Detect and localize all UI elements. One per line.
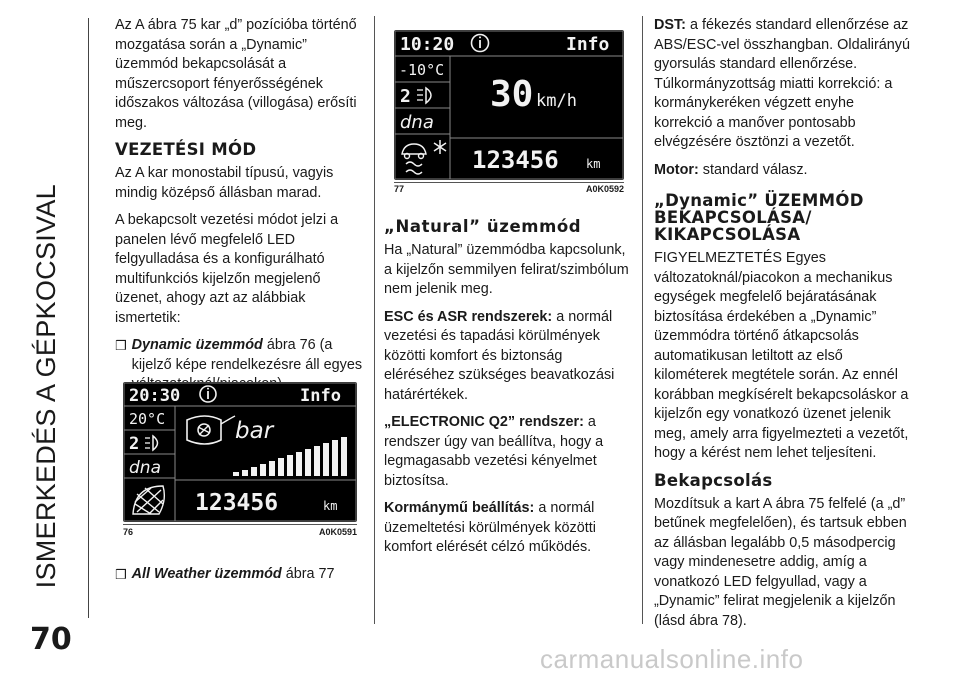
figure-76-number: 76 bbox=[123, 527, 134, 537]
label-dst: DST: bbox=[654, 17, 686, 33]
display-gear: 2 bbox=[400, 86, 411, 107]
column-1-bottom bbox=[115, 565, 365, 593]
side-chapter-title bbox=[20, 28, 72, 588]
checkbox-bullet-icon: ❒ bbox=[115, 567, 127, 582]
side-chapter-title-text: ISMERKEDÉS A GÉPKOCSIVAL bbox=[30, 183, 61, 588]
paragraph-monostable: Az A kar monostabil típusú, vagyis mindig középső állásban marad. bbox=[115, 165, 334, 201]
paragraph-natural: Ha „Natural” üzemmódba kapcsolunk, a kijelzőn semmilyen felirat/szimbólum nem jelenik meg. bbox=[384, 242, 629, 297]
figure-76-code: A0K0591 bbox=[318, 527, 357, 537]
heading-dynamic-activation: „Dynamic” ÜZEMMÓD BEKAPCSOLÁSA/ KIKAPCSOLÁSA bbox=[654, 191, 864, 244]
figure-76 bbox=[115, 372, 365, 542]
display-speed: 30 bbox=[490, 74, 534, 115]
display-gear: 2 bbox=[129, 434, 140, 454]
display-speed-unit: km/h bbox=[536, 91, 577, 111]
paragraph-dst: DST: a fékezés standard ellenőrzése az ABS/ESC-vel összhangban. Oldalirányú gyorsulás standard ellenőrzése. Túlkormányzottság miatti korrekció: a kormánykeréken végzett enyhe korrekció a manőver pontosabb elvégzésére ösztönzi a vezetőt. bbox=[654, 17, 910, 150]
side-divider bbox=[88, 18, 89, 618]
paragraph-electronic-q2: „ELECTRONIC Q2” rendszer: a rendszer úgy van beállítva, hogy a legmagasabb vezetési kényelmet biztosítsa. bbox=[384, 414, 604, 489]
figure-77-number: 77 bbox=[394, 184, 405, 194]
display-info: Info bbox=[566, 34, 610, 55]
column-1 bbox=[115, 16, 365, 403]
display-all-weather-mode bbox=[394, 30, 624, 180]
dashboard-display-svg bbox=[123, 382, 357, 522]
checkbox-bullet-icon: ❒ bbox=[115, 338, 127, 353]
display-dna: dna bbox=[129, 458, 161, 478]
label-motor: Motor: bbox=[654, 161, 699, 178]
heading-activation: Bekapcsolás bbox=[654, 470, 773, 490]
heading-natural-mode: „Natural” üzemmód bbox=[384, 217, 582, 236]
label-steering: Kormánymű beállítás: bbox=[384, 500, 535, 516]
display-odometer: 123456 bbox=[472, 146, 559, 174]
display-dynamic-mode bbox=[123, 382, 357, 522]
label-electronic-q2: „ELECTRONIC Q2” rendszer: bbox=[384, 414, 584, 430]
paragraph-esc-asr: ESC és ASR rendszerek: a normál vezetési és tapadási körülmények közötti komfort és biztonság eléréséhez szükséges beavatkozási határértékek. bbox=[384, 308, 615, 403]
label-esc-asr: ESC és ASR rendszerek: bbox=[384, 308, 553, 325]
figure-76-caption bbox=[123, 527, 357, 537]
display-odometer-unit: km bbox=[323, 499, 338, 513]
bullet-all-weather-label: All Weather üzemmód bbox=[131, 566, 282, 582]
paragraph-activation: Mozdítsuk a kart A ábra 75 felfelé (a „d” betűnek megfelelően), és tartsuk ebben az állásban legalább 0,5 másodpercig vagy mindenesetre addig, amíg a vonatkozó LED felgyullad, vagy a „Dynamic” felirat megjelenik a kijelzőn (lásd ábra 78). bbox=[654, 495, 907, 629]
display-odometer: 123456 bbox=[195, 490, 279, 516]
display-info: Info bbox=[300, 386, 341, 406]
caption-rule bbox=[123, 524, 357, 525]
paragraph-steering: Kormánymű beállítás: a normál üzemeltetési körülmények közötti komfort elérését célzó működés. bbox=[384, 500, 596, 555]
bullet-dynamic-text: ábra 76 (a kijelző képe rendelkezésre áll egyes bbox=[131, 337, 363, 373]
watermark: carmanualsonline.info bbox=[540, 644, 804, 674]
figure-77-code: A0K0592 bbox=[585, 184, 624, 194]
paragraph-warning: FIGYELMEZTETÉS Egyes változatoknál/piacokon a mechanikus egységek megfelelő bejáratásának biztosítása érdekében a „Dynamic” üzemmódra történő átkapcsolás automatikusan letiltott az első kilométerek megtétele során. Az ennél korábban megkísérelt bekapcsoláskor a kijelzőn egy vonatkozó üzenet jelenik meg, amely arra figyelmezteti a vezetőt, hogy a kérést nem lehet teljesíteni. bbox=[654, 250, 909, 461]
bullet-dynamic-label: Dynamic üzemmód bbox=[131, 337, 263, 353]
bullet-all-weather-text: ábra 77 bbox=[285, 566, 335, 582]
figure-77-caption bbox=[394, 184, 624, 194]
column-divider-1 bbox=[374, 16, 375, 624]
bullet-all-weather-mode bbox=[115, 565, 365, 585]
heading-driving-mode: VEZETÉSI MÓD bbox=[115, 140, 257, 159]
display-temperature: 20°C bbox=[129, 410, 166, 428]
column-divider-2 bbox=[642, 16, 643, 624]
display-bar-label: bar bbox=[235, 418, 274, 444]
column-2 bbox=[384, 212, 634, 566]
paragraph-motor: Motor: standard válasz. bbox=[654, 161, 808, 178]
paragraph-mode-indication: A bekapcsolt vezetési módot jelzi a panelen lévő megfelelő LED felgyulladása és a konfigurálható multifunkciós kijelzőn megjelenő üzenet, ahogy azt az alábbiak ismertetik: bbox=[115, 212, 339, 326]
intro-paragraph: Az A ábra 75 kar „d” pozícióba történő mozgatása során a „Dynamic” üzemmód bekapcsolását a műszercsoport fényerősségének időszakos változása (villogása) erősíti meg. bbox=[115, 17, 357, 131]
figure-77 bbox=[384, 18, 634, 200]
column-3 bbox=[654, 16, 912, 639]
display-temperature: -10°C bbox=[399, 61, 445, 79]
display-dna: dna bbox=[400, 112, 434, 133]
caption-rule bbox=[394, 182, 624, 183]
display-time: 20:30 bbox=[129, 386, 181, 406]
page-number: 70 bbox=[30, 622, 72, 657]
display-odometer-unit: km bbox=[586, 157, 601, 171]
dashboard-display-svg bbox=[394, 30, 624, 180]
display-time: 10:20 bbox=[400, 34, 455, 55]
